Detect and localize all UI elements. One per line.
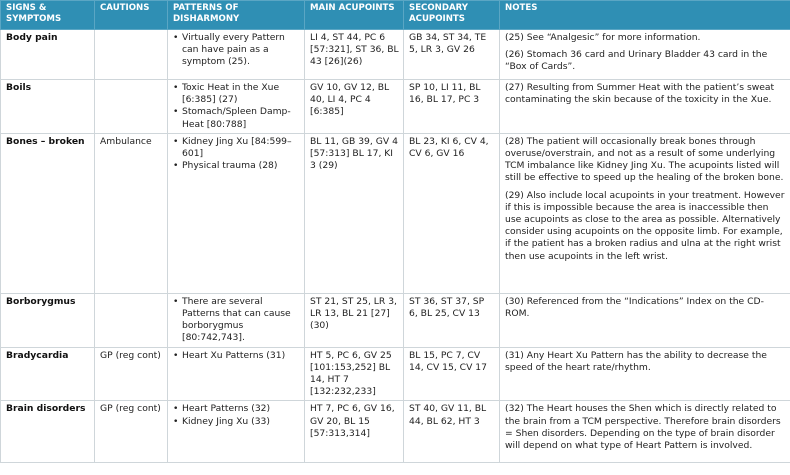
- secondary-acupoints-cell: GB 34, ST 34, TE 5, LR 3, GV 26: [404, 30, 500, 80]
- pattern-item: • Toxic Heat in the Xue [6:385] (27): [173, 82, 300, 106]
- header-patterns: PATTERNS OF DISHARMONY: [168, 1, 305, 30]
- pattern-item: • Kidney Jing Xu [84:599–601]: [173, 136, 300, 160]
- header-main-acupoints: MAIN ACUPOINTS: [305, 1, 404, 30]
- patterns-list: [173, 350, 300, 362]
- main-acupoints-cell: GV 10, GV 12, BL 40, LI 4, PC 4 [6:385]: [305, 80, 404, 134]
- patterns-cell: [168, 80, 305, 134]
- secondary-acupoints-cell: BL 15, PC 7, CV 14, CV 15, CV 17: [404, 347, 500, 401]
- patterns-list: [173, 32, 300, 69]
- table-row: [1, 293, 790, 347]
- sign-cell: Body pain: [1, 30, 95, 80]
- secondary-acupoints-cell: SP 10, LI 11, BL 16, BL 17, PC 3: [404, 80, 500, 134]
- note-paragraph: (30) Referenced from the “Indications” Index on the CD-ROM.: [505, 295, 764, 320]
- header-cautions: CAUTIONS: [95, 1, 168, 30]
- notes-cell: [500, 401, 790, 463]
- sign-cell: Bradycardia: [1, 347, 95, 401]
- table-row: [1, 30, 790, 80]
- pattern-item: • Kidney Jing Xu (33): [173, 416, 300, 428]
- main-acupoints-cell: HT 7, PC 6, GV 16, GV 20, BL 15 [57:313,314]: [305, 401, 404, 463]
- secondary-acupoints-cell: BL 23, KI 6, CV 4, CV 6, GV 16: [404, 133, 500, 293]
- table-row: [1, 347, 790, 401]
- main-acupoints-cell: BL 11, GB 39, GV 4 [57:313] BL 17, KI 3 (29): [305, 133, 404, 293]
- sign-cell: Brain disorders: [1, 401, 95, 463]
- patterns-list: [173, 403, 300, 427]
- sign-cell: Bones – broken: [1, 133, 95, 293]
- patterns-cell: [168, 133, 305, 293]
- patterns-cell: [168, 347, 305, 401]
- note-paragraph: (29) Also include local acupoints in your treatment. However if this is impossible because the area is inaccessible then use acupoints as close to the area as possible. Alternatively consider using acupoints on the opposite limb. For example, if the patient has a broken radius and ulna at the right wrist then use acupoints in the left wrist.: [505, 189, 785, 262]
- notes-cell: [500, 133, 790, 293]
- secondary-acupoints-cell: ST 36, ST 37, SP 6, BL 25, CV 13: [404, 293, 500, 347]
- sign-cell: Borborygmus: [1, 293, 95, 347]
- patterns-cell: [168, 293, 305, 347]
- pattern-item: • Stomach/Spleen Damp-Heat [80:788]: [173, 106, 300, 130]
- note-paragraph: (25) See “Analgesic” for more information.: [505, 32, 701, 43]
- note-paragraph: (28) The patient will occasionally break bones through overuse/overstrain, and not as a result of some underlying TCM imbalance like Kidney Jing Xu. The acupoints listed will still be effective to speed up the healing of the broken bone.: [505, 135, 784, 184]
- patterns-list: [173, 136, 300, 173]
- patterns-cell: [168, 401, 305, 463]
- header-row: [1, 1, 790, 30]
- pattern-item: • Heart Xu Patterns (31): [173, 350, 300, 362]
- table-body: [1, 30, 790, 463]
- pattern-item: • Physical trauma (28): [173, 160, 300, 172]
- caution-cell: GP (reg cont): [95, 401, 168, 463]
- notes-cell: [500, 80, 790, 134]
- caution-cell: GP (reg cont): [95, 347, 168, 401]
- header-secondary-acupoints: SECONDARY ACUPOINTS: [404, 1, 500, 30]
- caution-cell: [95, 293, 168, 347]
- patterns-cell: [168, 30, 305, 80]
- note-paragraph: (26) Stomach 36 card and Urinary Bladder 43 card in the “Box of Cards”.: [505, 49, 768, 73]
- patterns-list: [173, 82, 300, 131]
- table-row: [1, 401, 790, 463]
- main-acupoints-cell: ST 21, ST 25, LR 3, LR 13, BL 21 [27] (30): [305, 293, 404, 347]
- note-paragraph: (31) Any Heart Xu Pattern has the ability to decrease the speed of the heart rate/rhythm.: [505, 349, 767, 373]
- note-paragraph: (27) Resulting from Summer Heat with the patient’s sweat contaminating the skin because of the toxicity in the Xue.: [505, 82, 775, 106]
- header-signs: SIGNS & SYMPTOMS: [1, 1, 95, 30]
- pattern-item: • There are several Patterns that can cause borborygmus [80:742,743].: [173, 296, 300, 345]
- notes-cell: [500, 293, 790, 347]
- caution-cell: Ambulance: [95, 133, 168, 293]
- patterns-list: [173, 296, 300, 345]
- main-acupoints-cell: HT 5, PC 6, GV 25 [101:153,252] BL 14, HT 7 [132:232,233]: [305, 347, 404, 401]
- caution-cell: [95, 30, 168, 80]
- header-notes: NOTES: [500, 1, 790, 30]
- main-acupoints-cell: LI 4, ST 44, PC 6 [57:321], ST 36, BL 43 [26](26): [305, 30, 404, 80]
- sign-cell: Boils: [1, 80, 95, 134]
- secondary-acupoints-cell: ST 40, GV 11, BL 44, BL 62, HT 3: [404, 401, 500, 463]
- pattern-item: • Virtually every Pattern can have pain as a symptom (25).: [173, 32, 300, 69]
- table-row: [1, 80, 790, 134]
- caution-cell: [95, 80, 168, 134]
- note-paragraph: (32) The Heart houses the Shen which is directly related to the brain from a TCM perspective. Therefore brain disorders = Shen disorders. Depending on the type of brain disorder will depend on what type of Heart Pattern is involved.: [505, 403, 781, 452]
- notes-cell: [500, 30, 790, 80]
- pattern-item: • Heart Patterns (32): [173, 403, 300, 415]
- table-row: [1, 133, 790, 293]
- notes-cell: [500, 347, 790, 401]
